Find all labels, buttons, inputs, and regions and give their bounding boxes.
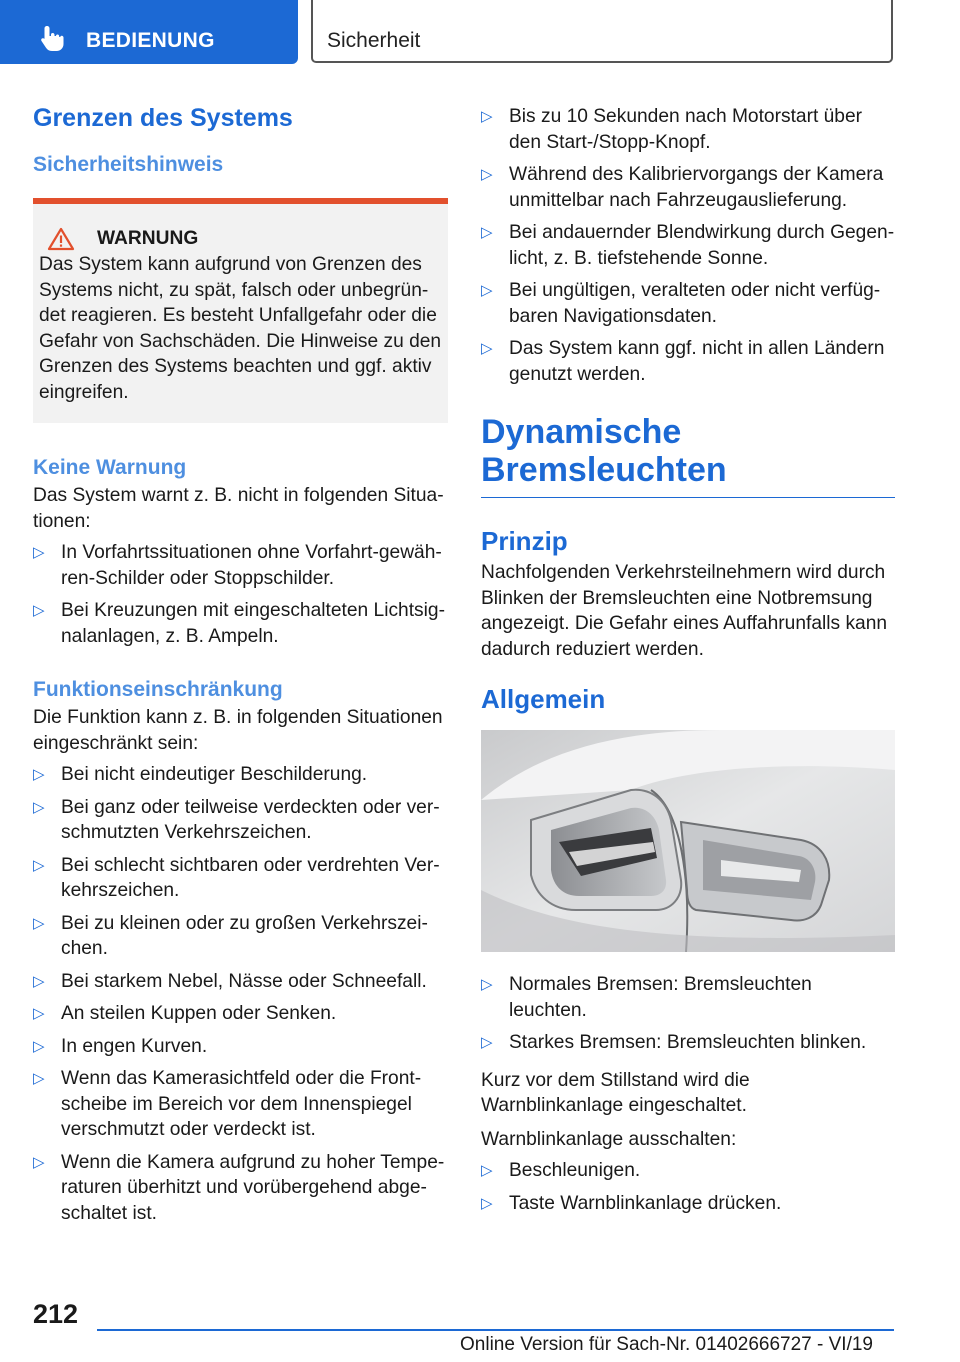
list-item	[33, 969, 448, 995]
list-item-text: Bei schlecht sichtbaren oder verdrehten Verkehrszeichen.	[61, 854, 440, 901]
footer-text: Online Version für Sach-Nr. 01402666727 - VI/19	[460, 1334, 873, 1355]
list-item	[481, 104, 895, 155]
chapter-tab[interactable]	[0, 0, 298, 64]
list-item-text: Bei nicht eindeutiger Beschilderung.	[61, 764, 368, 785]
right-column	[481, 100, 895, 1228]
list-item-text: An steilen Kuppen oder Senken.	[61, 1003, 337, 1024]
triangle-bullet-icon: ▷	[33, 1037, 45, 1055]
tail-light-image	[481, 730, 895, 952]
triangle-bullet-icon: ▷	[33, 972, 45, 990]
triangle-bullet-icon: ▷	[481, 1194, 493, 1212]
page-number: 212	[33, 1299, 79, 1329]
list-item-text: Normales Bremsen: Bremsleuchten leuchten.	[509, 974, 812, 1021]
list-item-text: Starkes Bremsen: Bremsleuchten blinken.	[509, 1032, 867, 1053]
warning-box	[33, 198, 448, 423]
triangle-bullet-icon: ▷	[481, 340, 493, 357]
list-item	[481, 972, 895, 1023]
list-item-text: In Vorfahrtssituationen ohne Vorfahrt-gewähren-Schilder oder Stoppschilder.	[61, 542, 442, 589]
heading-funktionseinschraenkung: Funktionseinschränkung	[33, 678, 283, 701]
heading-keine-warnung: Keine Warnung	[33, 456, 187, 479]
list-item	[33, 795, 448, 846]
list-item-text: Wenn die Kamera aufgrund zu hoher Temperaturen überhitzt und vorübergehend abgeschaltet ist.	[61, 1151, 445, 1224]
triangle-bullet-icon: ▷	[33, 1005, 45, 1022]
triangle-bullet-icon: ▷	[481, 166, 493, 183]
triangle-bullet-icon: ▷	[33, 1070, 45, 1087]
list-item-text: Bei Kreuzungen mit eingeschalteten Lichtsignalanlagen, z. B. Ampeln.	[61, 600, 445, 647]
off-list	[481, 1158, 895, 1216]
triangle-bullet-icon: ▷	[481, 224, 493, 241]
triangle-bullet-icon: ▷	[481, 1162, 493, 1179]
subsection-title: Sicherheitshinweis	[33, 153, 224, 176]
heading-prinzip: Prinzip	[481, 526, 568, 556]
list-item-text: Beschleunigen.	[509, 1160, 641, 1181]
list-item	[481, 1158, 895, 1184]
list-item	[481, 1191, 895, 1217]
allgemein-list	[481, 972, 895, 1056]
section-title: Grenzen des Systems	[33, 104, 293, 132]
triangle-bullet-icon: ▷	[481, 108, 493, 125]
list-item	[33, 598, 448, 649]
list-item	[33, 1034, 448, 1060]
triangle-bullet-icon: ▷	[481, 282, 493, 299]
list-item	[481, 1030, 895, 1056]
einschraenkung-intro: Die Funktion kann z. B. in folgenden Situationen eingeschränkt sein:	[33, 707, 443, 754]
prinzip-text: Nachfolgenden Verkehrsteilnehmern wird durch Blinken der Bremsleuchten eine Notbremsung angezeigt. Die Gefahr eines Auffahrunfalls kann dadurch reduziert werden.	[481, 562, 888, 660]
triangle-bullet-icon: ▷	[481, 976, 493, 993]
list-item	[33, 1150, 448, 1227]
left-column	[33, 100, 448, 1238]
continued-list	[481, 104, 895, 387]
list-item-text: In engen Kurven.	[61, 1035, 208, 1057]
list-item-text: Bis zu 10 Sekunden nach Motorstart über den Start-/Stopp-Knopf.	[509, 106, 863, 153]
warning-label: WARNUNG	[97, 228, 199, 249]
list-item	[33, 1001, 448, 1027]
list-item	[481, 278, 895, 329]
allgemein-note: Kurz vor dem Stillstand wird die Warnblinkanlage eingeschaltet.	[481, 1069, 750, 1116]
heading-allgemein: Allgemein	[481, 684, 606, 714]
warning-text: Das System kann aufgrund von Grenzen des Systems nicht, zu spät, falsch oder unbegründet reagieren. Es besteht Unfallgefahr oder die Gefahr von Sachschäden. Die Hinweise zu den Grenzen des Systems beachten und ggf. aktiv eingreifen.	[39, 254, 442, 403]
triangle-bullet-icon: ▷	[33, 602, 45, 619]
triangle-bullet-icon: ▷	[33, 1153, 45, 1171]
list-item	[33, 540, 448, 591]
warning-triangle-icon	[47, 227, 75, 251]
triangle-bullet-icon: ▷	[481, 1034, 493, 1051]
list-item	[33, 1066, 448, 1143]
list-item-text: Bei andauernder Blendwirkung durch Gegenlicht, z. B. tiefstehende Sonne.	[509, 222, 895, 269]
list-item	[481, 336, 895, 387]
list-item	[33, 762, 448, 788]
triangle-bullet-icon: ▷	[33, 798, 45, 816]
keine-warnung-list	[33, 540, 448, 649]
footer-rule	[97, 1329, 894, 1331]
list-item-text: Während des Kalibriervorgangs der Kamera unmittelbar nach Fahrzeugauslieferung.	[509, 164, 884, 211]
list-item-text: Bei ungültigen, veralteten oder nicht verfügbaren Navigationsdaten.	[509, 280, 881, 327]
list-item-text: Bei starkem Nebel, Nässe oder Schneefall.	[61, 970, 427, 992]
warning-heading	[39, 226, 442, 252]
triangle-bullet-icon: ▷	[33, 766, 45, 783]
off-intro: Warnblinkanlage ausschalten:	[481, 1128, 737, 1150]
list-item	[33, 911, 448, 962]
triangle-bullet-icon: ▷	[33, 914, 45, 932]
list-item	[33, 853, 448, 904]
einschraenkung-list	[33, 762, 448, 1226]
triangle-bullet-icon: ▷	[33, 856, 45, 874]
section-label: Sicherheit	[327, 29, 421, 52]
hand-pointer-icon	[38, 24, 68, 52]
chapter-title: Dynamische Bremsleuchten	[481, 413, 895, 498]
list-item-text: Bei zu kleinen oder zu großen Verkehrszeichen.	[61, 912, 428, 959]
chapter-tab-label: BEDIENUNG	[86, 29, 215, 52]
list-item-text: Bei ganz oder teilweise verdeckten oder verschmutzten Verkehrszeichen.	[61, 796, 440, 843]
keine-warnung-intro: Das System warnt z. B. nicht in folgenden Situationen:	[33, 485, 444, 532]
triangle-bullet-icon: ▷	[33, 544, 45, 561]
list-item-text: Taste Warnblinkanlage drücken.	[509, 1192, 782, 1214]
list-item-text: Das System kann ggf. nicht in allen Ländern genutzt werden.	[509, 338, 885, 385]
list-item-text: Wenn das Kamerasichtfeld oder die Frontscheibe im Bereich vor dem Innenspiegel verschmutzt oder verdeckt ist.	[61, 1068, 422, 1140]
section-header	[311, 0, 893, 63]
list-item	[481, 220, 895, 271]
list-item	[481, 162, 895, 213]
